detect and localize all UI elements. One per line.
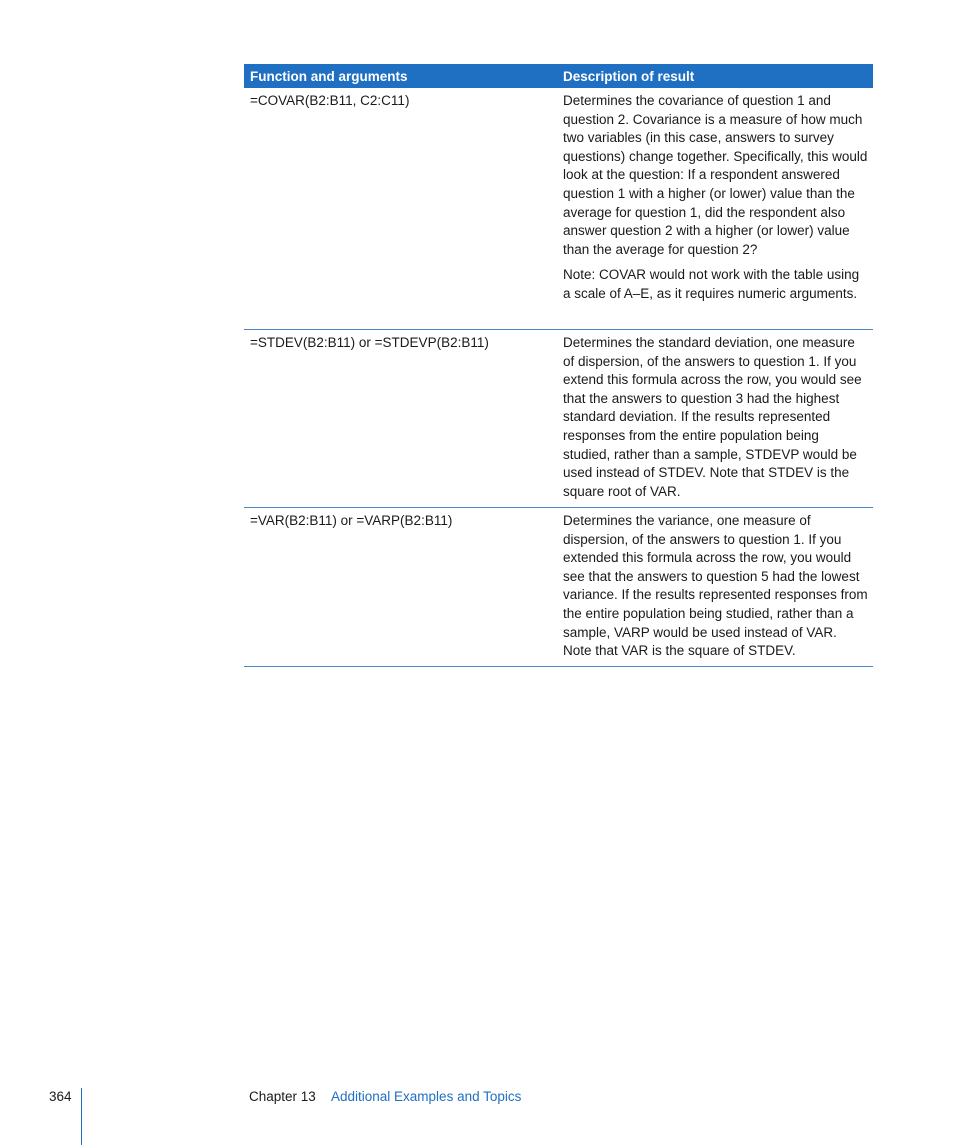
table-row [244,88,873,330]
function-cell: =COVAR(B2:B11, C2:C11) [250,93,410,108]
description-cell [557,508,873,666]
description-paragraph: Determines the standard deviation, one measure of dispersion, of the answers to question 1. If you extend this formula across the row, you would see that the answers to question 3 had the highest standard deviation. If the results represented responses from the entire population being studied, rather than a sample, STDEVP would be used instead of STDEV. Note that STDEV is the square root of VAR. [563,335,862,499]
table-row [244,508,873,667]
functions-table [244,64,873,667]
description-note: Note: COVAR would not work with the table using a scale of A–E, as it requires numeric arguments. [563,267,860,301]
footer-divider [81,1088,82,1145]
header-description: Description of result [563,68,695,84]
description-cell [557,88,873,329]
function-cell: =VAR(B2:B11) or =VARP(B2:B11) [250,513,453,528]
header-function: Function and arguments [250,68,408,84]
description-paragraph: Determines the variance, one measure of dispersion, of the answers to question 1. If you extended this formula across the row, you would see that the answers to question 5 had the lowest variance. If the results represented responses from the entire population being studied, rather than a sample, VARP would be used instead of VAR. Note that VAR is the square of STDEV. [563,513,868,659]
function-cell: =STDEV(B2:B11) or =STDEVP(B2:B11) [250,335,489,350]
chapter-label: Chapter 13 [249,1089,316,1104]
chapter-title-link[interactable]: Additional Examples and Topics [331,1089,522,1104]
page-number: 364 [49,1089,72,1104]
description-paragraph: Determines the covariance of question 1 and question 2. Covariance is a measure of how much two variables (in this case, answers to survey questions) change together. Specifically, this would look at the question: If a respondent answered question 1 with a higher (or lower) value than the average for question 1, did the respondent also answer question 2 with a higher (or lower) value than the average for question 2? [563,93,868,257]
table-row [244,330,873,508]
description-cell [557,330,873,507]
table-header [244,64,873,88]
